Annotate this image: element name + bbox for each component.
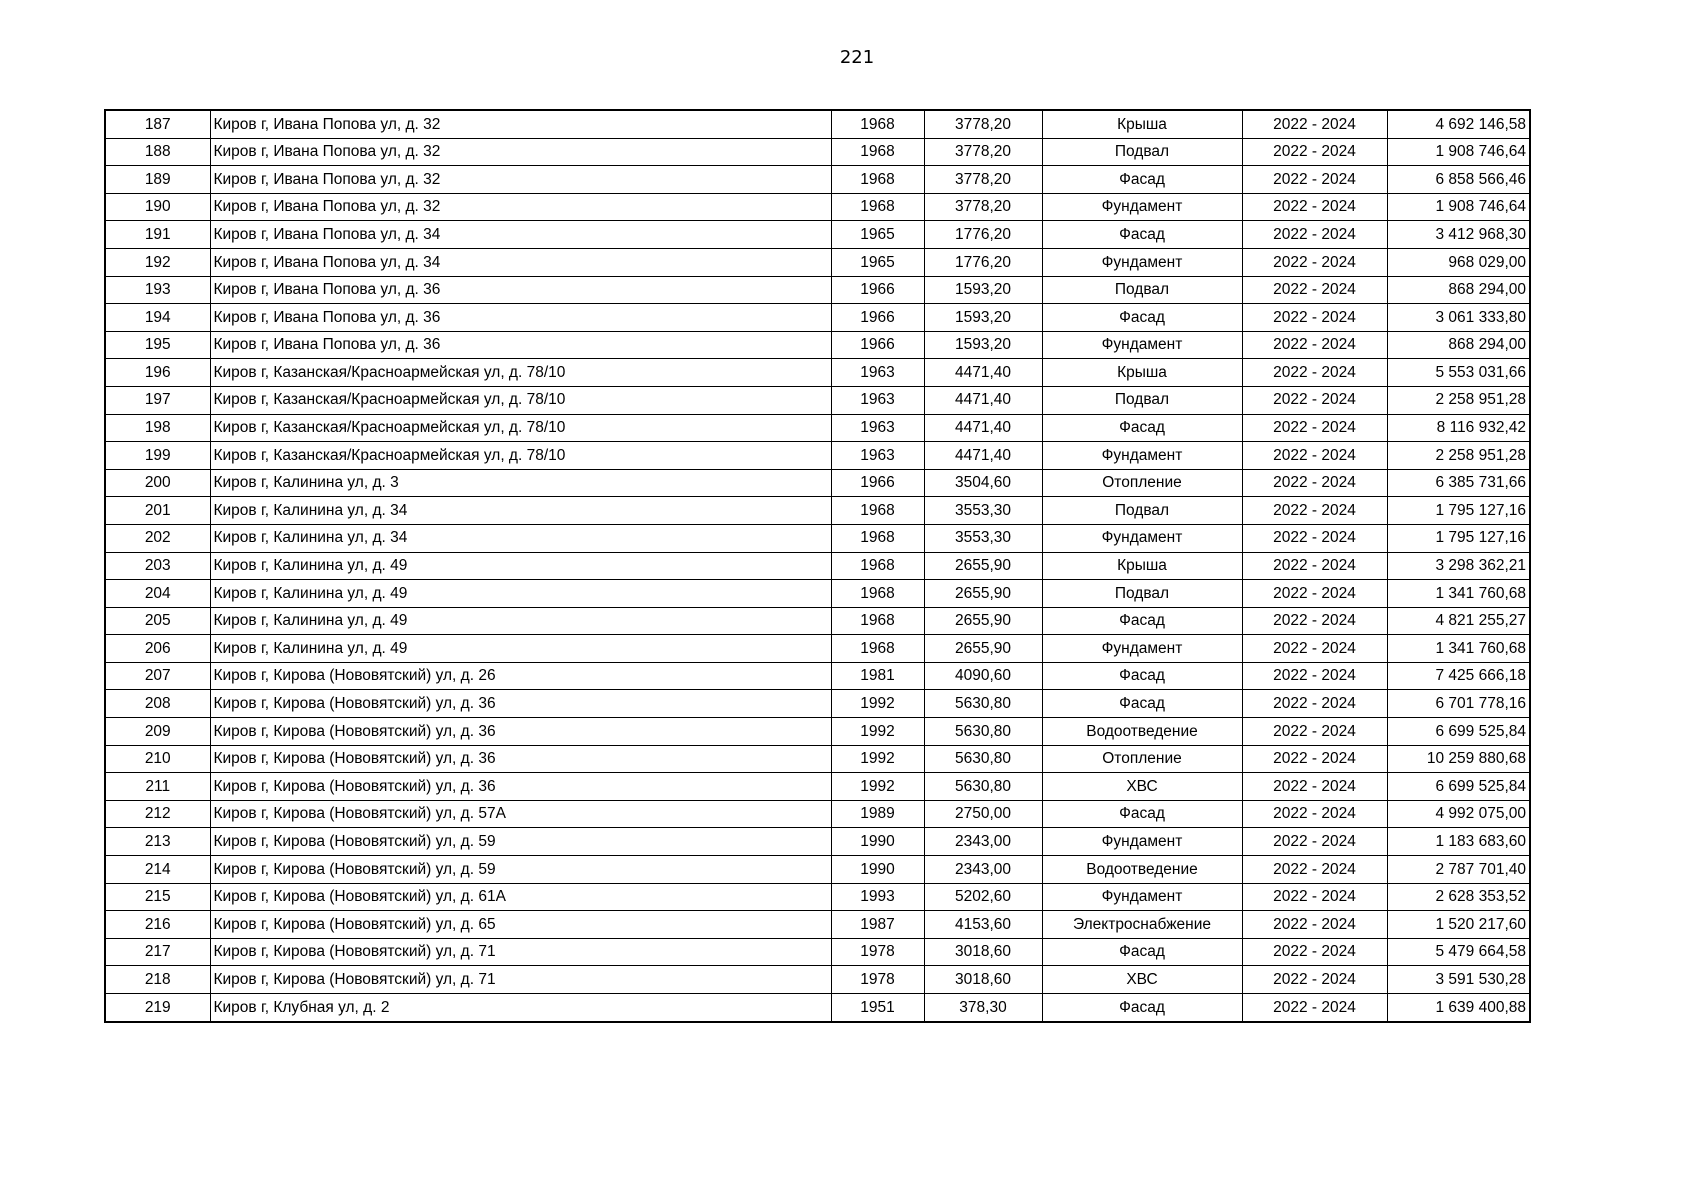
cost-cell: 2 628 353,52 [1387, 883, 1530, 911]
year-cell: 1963 [831, 359, 924, 387]
cost-cell: 1 639 400,88 [1387, 994, 1530, 1022]
period-cell: 2022 - 2024 [1242, 635, 1387, 663]
address-cell: Киров г, Калинина ул, д. 49 [210, 607, 831, 635]
work-type-cell: Фасад [1042, 800, 1242, 828]
table-row [105, 414, 1530, 442]
row-number-cell: 216 [105, 911, 210, 939]
area-cell: 5630,80 [924, 690, 1042, 718]
row-number-cell: 191 [105, 221, 210, 249]
area-cell: 3553,30 [924, 524, 1042, 552]
cost-cell: 1 795 127,16 [1387, 497, 1530, 525]
year-cell: 1965 [831, 221, 924, 249]
area-cell: 1776,20 [924, 221, 1042, 249]
period-cell: 2022 - 2024 [1242, 193, 1387, 221]
table-row [105, 883, 1530, 911]
cost-cell: 1 520 217,60 [1387, 911, 1530, 939]
table-row [105, 304, 1530, 332]
cost-cell: 6 699 525,84 [1387, 773, 1530, 801]
row-number-cell: 213 [105, 828, 210, 856]
row-number-cell: 206 [105, 635, 210, 663]
table-row [105, 331, 1530, 359]
cost-cell: 8 116 932,42 [1387, 414, 1530, 442]
area-cell: 5630,80 [924, 745, 1042, 773]
page-number: 221 [839, 47, 875, 68]
table-row [105, 856, 1530, 884]
area-cell: 4090,60 [924, 662, 1042, 690]
row-number-cell: 192 [105, 248, 210, 276]
area-cell: 1593,20 [924, 304, 1042, 332]
address-cell: Киров г, Кирова (Нововятский) ул, д. 36 [210, 745, 831, 773]
cost-cell: 4 821 255,27 [1387, 607, 1530, 635]
period-cell: 2022 - 2024 [1242, 662, 1387, 690]
work-type-cell: Фасад [1042, 304, 1242, 332]
cost-cell: 1 341 760,68 [1387, 635, 1530, 663]
table-row [105, 966, 1530, 994]
address-cell: Киров г, Ивана Попова ул, д. 32 [210, 166, 831, 194]
table-row [105, 635, 1530, 663]
year-cell: 1987 [831, 911, 924, 939]
address-cell: Киров г, Кирова (Нововятский) ул, д. 57А [210, 800, 831, 828]
work-type-cell: Фундамент [1042, 828, 1242, 856]
year-cell: 1978 [831, 938, 924, 966]
cost-cell: 6 701 778,16 [1387, 690, 1530, 718]
table-row [105, 221, 1530, 249]
row-number-cell: 214 [105, 856, 210, 884]
address-cell: Киров г, Казанская/Красноармейская ул, д. 78/10 [210, 414, 831, 442]
year-cell: 1989 [831, 800, 924, 828]
cost-cell: 3 412 968,30 [1387, 221, 1530, 249]
period-cell: 2022 - 2024 [1242, 469, 1387, 497]
address-cell: Киров г, Казанская/Красноармейская ул, д. 78/10 [210, 359, 831, 387]
area-cell: 2655,90 [924, 552, 1042, 580]
work-type-cell: Крыша [1042, 110, 1242, 138]
area-cell: 2343,00 [924, 828, 1042, 856]
row-number-cell: 195 [105, 331, 210, 359]
cost-cell: 1 795 127,16 [1387, 524, 1530, 552]
work-type-cell: Фундамент [1042, 635, 1242, 663]
period-cell: 2022 - 2024 [1242, 442, 1387, 470]
address-cell: Киров г, Ивана Попова ул, д. 36 [210, 331, 831, 359]
address-cell: Киров г, Калинина ул, д. 3 [210, 469, 831, 497]
period-cell: 2022 - 2024 [1242, 994, 1387, 1022]
table-row [105, 386, 1530, 414]
work-type-cell: Отопление [1042, 469, 1242, 497]
work-type-cell: Крыша [1042, 552, 1242, 580]
table-row [105, 662, 1530, 690]
year-cell: 1968 [831, 635, 924, 663]
period-cell: 2022 - 2024 [1242, 524, 1387, 552]
period-cell: 2022 - 2024 [1242, 856, 1387, 884]
row-number-cell: 209 [105, 718, 210, 746]
work-type-cell: Фасад [1042, 607, 1242, 635]
cost-cell: 4 992 075,00 [1387, 800, 1530, 828]
work-type-cell: Фасад [1042, 221, 1242, 249]
address-cell: Киров г, Кирова (Нововятский) ул, д. 59 [210, 828, 831, 856]
work-type-cell: Подвал [1042, 138, 1242, 166]
area-cell: 378,30 [924, 994, 1042, 1022]
row-number-cell: 217 [105, 938, 210, 966]
row-number-cell: 189 [105, 166, 210, 194]
table-row [105, 469, 1530, 497]
area-cell: 2750,00 [924, 800, 1042, 828]
work-type-cell: Отопление [1042, 745, 1242, 773]
year-cell: 1992 [831, 718, 924, 746]
table-row [105, 552, 1530, 580]
address-cell: Киров г, Кирова (Нововятский) ул, д. 59 [210, 856, 831, 884]
area-cell: 3778,20 [924, 138, 1042, 166]
row-number-cell: 203 [105, 552, 210, 580]
cost-cell: 3 061 333,80 [1387, 304, 1530, 332]
period-cell: 2022 - 2024 [1242, 110, 1387, 138]
cost-cell: 10 259 880,68 [1387, 745, 1530, 773]
period-cell: 2022 - 2024 [1242, 966, 1387, 994]
year-cell: 1981 [831, 662, 924, 690]
cost-cell: 6 699 525,84 [1387, 718, 1530, 746]
cost-cell: 6 385 731,66 [1387, 469, 1530, 497]
cost-cell: 868 294,00 [1387, 331, 1530, 359]
work-type-cell: ХВС [1042, 966, 1242, 994]
year-cell: 1993 [831, 883, 924, 911]
table-row [105, 828, 1530, 856]
year-cell: 1978 [831, 966, 924, 994]
area-cell: 3504,60 [924, 469, 1042, 497]
cost-cell: 2 258 951,28 [1387, 386, 1530, 414]
year-cell: 1968 [831, 110, 924, 138]
year-cell: 1968 [831, 524, 924, 552]
work-type-cell: Фасад [1042, 662, 1242, 690]
period-cell: 2022 - 2024 [1242, 221, 1387, 249]
area-cell: 5202,60 [924, 883, 1042, 911]
area-cell: 4471,40 [924, 386, 1042, 414]
table-body [105, 110, 1530, 1022]
address-cell: Киров г, Клубная ул, д. 2 [210, 994, 831, 1022]
address-cell: Киров г, Кирова (Нововятский) ул, д. 61А [210, 883, 831, 911]
work-type-cell: Фундамент [1042, 883, 1242, 911]
area-cell: 1593,20 [924, 331, 1042, 359]
table-row [105, 994, 1530, 1022]
address-cell: Киров г, Ивана Попова ул, д. 36 [210, 276, 831, 304]
work-type-cell: Фасад [1042, 938, 1242, 966]
cost-cell: 5 553 031,66 [1387, 359, 1530, 387]
period-cell: 2022 - 2024 [1242, 773, 1387, 801]
year-cell: 1966 [831, 276, 924, 304]
work-type-cell: Фундамент [1042, 193, 1242, 221]
address-cell: Киров г, Калинина ул, д. 34 [210, 524, 831, 552]
work-type-cell: Подвал [1042, 386, 1242, 414]
area-cell: 2343,00 [924, 856, 1042, 884]
address-cell: Киров г, Калинина ул, д. 49 [210, 635, 831, 663]
year-cell: 1992 [831, 773, 924, 801]
row-number-cell: 210 [105, 745, 210, 773]
row-number-cell: 190 [105, 193, 210, 221]
year-cell: 1965 [831, 248, 924, 276]
area-cell: 1776,20 [924, 248, 1042, 276]
table-row [105, 166, 1530, 194]
period-cell: 2022 - 2024 [1242, 248, 1387, 276]
table-row [105, 248, 1530, 276]
work-type-cell: Подвал [1042, 276, 1242, 304]
table-row [105, 718, 1530, 746]
cost-cell: 1 908 746,64 [1387, 193, 1530, 221]
area-cell: 5630,80 [924, 718, 1042, 746]
area-cell: 3778,20 [924, 166, 1042, 194]
row-number-cell: 198 [105, 414, 210, 442]
table-row [105, 524, 1530, 552]
work-type-cell: Водоотведение [1042, 718, 1242, 746]
address-cell: Киров г, Кирова (Нововятский) ул, д. 36 [210, 718, 831, 746]
period-cell: 2022 - 2024 [1242, 718, 1387, 746]
table-row [105, 193, 1530, 221]
work-type-cell: Фундамент [1042, 331, 1242, 359]
year-cell: 1968 [831, 193, 924, 221]
year-cell: 1992 [831, 745, 924, 773]
period-cell: 2022 - 2024 [1242, 359, 1387, 387]
table-row [105, 773, 1530, 801]
area-cell: 3778,20 [924, 193, 1042, 221]
work-type-cell: ХВС [1042, 773, 1242, 801]
area-cell: 2655,90 [924, 580, 1042, 608]
work-type-cell: Фасад [1042, 994, 1242, 1022]
row-number-cell: 196 [105, 359, 210, 387]
year-cell: 1966 [831, 469, 924, 497]
work-type-cell: Фасад [1042, 414, 1242, 442]
year-cell: 1968 [831, 580, 924, 608]
work-type-cell: Подвал [1042, 580, 1242, 608]
row-number-cell: 212 [105, 800, 210, 828]
area-cell: 4471,40 [924, 414, 1042, 442]
area-cell: 3778,20 [924, 110, 1042, 138]
period-cell: 2022 - 2024 [1242, 745, 1387, 773]
address-cell: Киров г, Кирова (Нововятский) ул, д. 71 [210, 938, 831, 966]
address-cell: Киров г, Ивана Попова ул, д. 34 [210, 221, 831, 249]
table-row [105, 800, 1530, 828]
registry-table [104, 109, 1531, 1023]
row-number-cell: 187 [105, 110, 210, 138]
row-number-cell: 211 [105, 773, 210, 801]
address-cell: Киров г, Казанская/Красноармейская ул, д. 78/10 [210, 386, 831, 414]
row-number-cell: 205 [105, 607, 210, 635]
work-type-cell: Подвал [1042, 497, 1242, 525]
period-cell: 2022 - 2024 [1242, 552, 1387, 580]
row-number-cell: 193 [105, 276, 210, 304]
cost-cell: 1 341 760,68 [1387, 580, 1530, 608]
cost-cell: 3 298 362,21 [1387, 552, 1530, 580]
period-cell: 2022 - 2024 [1242, 580, 1387, 608]
year-cell: 1966 [831, 304, 924, 332]
year-cell: 1968 [831, 166, 924, 194]
year-cell: 1963 [831, 386, 924, 414]
address-cell: Киров г, Калинина ул, д. 34 [210, 497, 831, 525]
period-cell: 2022 - 2024 [1242, 883, 1387, 911]
period-cell: 2022 - 2024 [1242, 414, 1387, 442]
area-cell: 3018,60 [924, 966, 1042, 994]
cost-cell: 968 029,00 [1387, 248, 1530, 276]
row-number-cell: 199 [105, 442, 210, 470]
area-cell: 5630,80 [924, 773, 1042, 801]
cost-cell: 7 425 666,18 [1387, 662, 1530, 690]
address-cell: Киров г, Кирова (Нововятский) ул, д. 36 [210, 690, 831, 718]
row-number-cell: 200 [105, 469, 210, 497]
row-number-cell: 219 [105, 994, 210, 1022]
table-row [105, 276, 1530, 304]
table-row [105, 745, 1530, 773]
period-cell: 2022 - 2024 [1242, 828, 1387, 856]
row-number-cell: 188 [105, 138, 210, 166]
row-number-cell: 202 [105, 524, 210, 552]
period-cell: 2022 - 2024 [1242, 166, 1387, 194]
address-cell: Киров г, Кирова (Нововятский) ул, д. 71 [210, 966, 831, 994]
period-cell: 2022 - 2024 [1242, 938, 1387, 966]
row-number-cell: 204 [105, 580, 210, 608]
row-number-cell: 194 [105, 304, 210, 332]
work-type-cell: Фундамент [1042, 248, 1242, 276]
table-row [105, 580, 1530, 608]
address-cell: Киров г, Казанская/Красноармейская ул, д. 78/10 [210, 442, 831, 470]
cost-cell: 5 479 664,58 [1387, 938, 1530, 966]
year-cell: 1951 [831, 994, 924, 1022]
table-row [105, 607, 1530, 635]
period-cell: 2022 - 2024 [1242, 800, 1387, 828]
address-cell: Киров г, Калинина ул, д. 49 [210, 552, 831, 580]
year-cell: 1968 [831, 552, 924, 580]
area-cell: 2655,90 [924, 635, 1042, 663]
table-row [105, 138, 1530, 166]
work-type-cell: Электроснабжение [1042, 911, 1242, 939]
table-row [105, 359, 1530, 387]
year-cell: 1990 [831, 828, 924, 856]
work-type-cell: Водоотведение [1042, 856, 1242, 884]
period-cell: 2022 - 2024 [1242, 911, 1387, 939]
cost-cell: 4 692 146,58 [1387, 110, 1530, 138]
row-number-cell: 201 [105, 497, 210, 525]
cost-cell: 3 591 530,28 [1387, 966, 1530, 994]
row-number-cell: 215 [105, 883, 210, 911]
area-cell: 1593,20 [924, 276, 1042, 304]
area-cell: 3018,60 [924, 938, 1042, 966]
row-number-cell: 207 [105, 662, 210, 690]
row-number-cell: 197 [105, 386, 210, 414]
table-row [105, 911, 1530, 939]
work-type-cell: Крыша [1042, 359, 1242, 387]
address-cell: Киров г, Ивана Попова ул, д. 32 [210, 193, 831, 221]
table-row [105, 110, 1530, 138]
area-cell: 3553,30 [924, 497, 1042, 525]
table-row [105, 938, 1530, 966]
cost-cell: 868 294,00 [1387, 276, 1530, 304]
address-cell: Киров г, Калинина ул, д. 49 [210, 580, 831, 608]
work-type-cell: Фасад [1042, 690, 1242, 718]
address-cell: Киров г, Кирова (Нововятский) ул, д. 26 [210, 662, 831, 690]
period-cell: 2022 - 2024 [1242, 607, 1387, 635]
address-cell: Киров г, Кирова (Нововятский) ул, д. 65 [210, 911, 831, 939]
year-cell: 1990 [831, 856, 924, 884]
year-cell: 1968 [831, 138, 924, 166]
year-cell: 1992 [831, 690, 924, 718]
area-cell: 4471,40 [924, 442, 1042, 470]
address-cell: Киров г, Ивана Попова ул, д. 36 [210, 304, 831, 332]
period-cell: 2022 - 2024 [1242, 497, 1387, 525]
area-cell: 2655,90 [924, 607, 1042, 635]
year-cell: 1968 [831, 607, 924, 635]
year-cell: 1963 [831, 442, 924, 470]
cost-cell: 2 787 701,40 [1387, 856, 1530, 884]
period-cell: 2022 - 2024 [1242, 138, 1387, 166]
table-row [105, 497, 1530, 525]
period-cell: 2022 - 2024 [1242, 386, 1387, 414]
address-cell: Киров г, Ивана Попова ул, д. 34 [210, 248, 831, 276]
area-cell: 4153,60 [924, 911, 1042, 939]
period-cell: 2022 - 2024 [1242, 690, 1387, 718]
work-type-cell: Фундамент [1042, 442, 1242, 470]
table-row [105, 690, 1530, 718]
cost-cell: 1 908 746,64 [1387, 138, 1530, 166]
year-cell: 1966 [831, 331, 924, 359]
work-type-cell: Фундамент [1042, 524, 1242, 552]
row-number-cell: 218 [105, 966, 210, 994]
address-cell: Киров г, Ивана Попова ул, д. 32 [210, 138, 831, 166]
period-cell: 2022 - 2024 [1242, 276, 1387, 304]
cost-cell: 2 258 951,28 [1387, 442, 1530, 470]
work-type-cell: Фасад [1042, 166, 1242, 194]
address-cell: Киров г, Ивана Попова ул, д. 32 [210, 110, 831, 138]
row-number-cell: 208 [105, 690, 210, 718]
period-cell: 2022 - 2024 [1242, 331, 1387, 359]
year-cell: 1968 [831, 497, 924, 525]
cost-cell: 1 183 683,60 [1387, 828, 1530, 856]
period-cell: 2022 - 2024 [1242, 304, 1387, 332]
area-cell: 4471,40 [924, 359, 1042, 387]
address-cell: Киров г, Кирова (Нововятский) ул, д. 36 [210, 773, 831, 801]
cost-cell: 6 858 566,46 [1387, 166, 1530, 194]
table-row [105, 442, 1530, 470]
year-cell: 1963 [831, 414, 924, 442]
